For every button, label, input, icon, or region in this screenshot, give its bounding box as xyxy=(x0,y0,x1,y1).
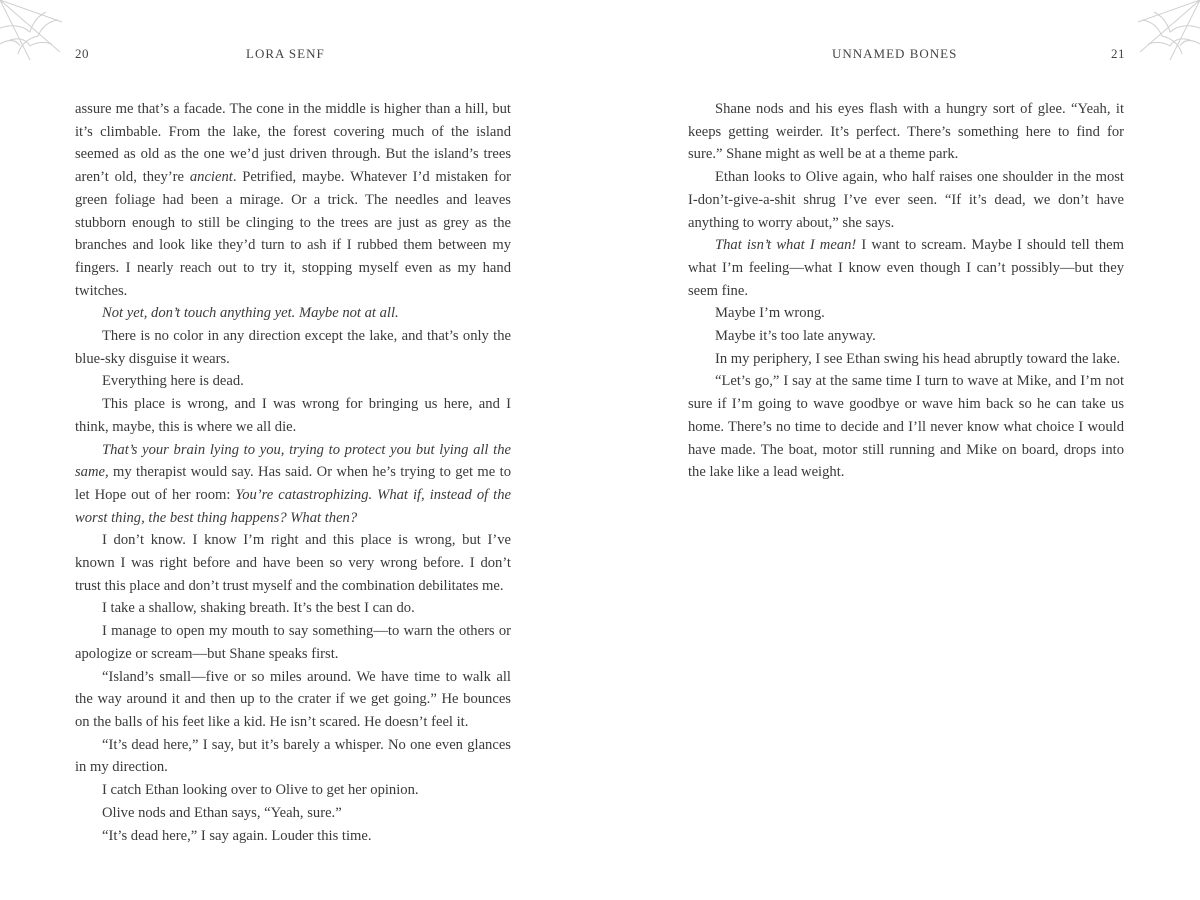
spiderweb-corner-icon xyxy=(0,0,64,64)
italic-text: Not yet, don’t touch anything yet. Maybe not at all. xyxy=(102,305,399,322)
paragraph xyxy=(75,825,511,848)
text-run: I want to scream. Maybe I should tell them what I’m feeling—what I know even though I can’t possibly—but they seem fine. xyxy=(688,237,1125,299)
text-run: Olive nods and Ethan says, “Yeah, sure.” xyxy=(102,804,342,821)
page-number: 21 xyxy=(1111,46,1125,61)
paragraph xyxy=(75,325,511,370)
text-run: “Let’s go,” I say at the same time I turn to wave at Mike, and I’m not sure if I’m going to wave goodbye or wave him back so he can take us home. There’s no time to decide and I’ll never know what choice I would have made. The boat, motor still running and Mike on board, drops into the lake like a lead weight. xyxy=(688,373,1124,481)
text-run: In my periphery, I see Ethan swing his head abruptly toward the lake. xyxy=(715,350,1121,367)
paragraph xyxy=(688,370,1124,484)
text-run: I catch Ethan looking over to Olive to get her opinion. xyxy=(102,782,419,799)
text-run: assure me that’s a facade. The cone in the middle is higher than a hill, but it’s climbable. From the lake, the forest covering much of the island seemed as old as the one we’d just driven through. But the island’s trees aren’t old, they’re xyxy=(75,101,511,186)
text-run: “It’s dead here,” I say again. Louder this time. xyxy=(102,827,372,844)
text-run: “It’s dead here,” I say, but it’s barely a whisper. No one even glances in my direction. xyxy=(75,736,511,776)
paragraph xyxy=(688,325,1124,348)
italic-text: That isn’t what I mean! xyxy=(715,237,857,254)
text-run: Maybe I’m wrong. xyxy=(715,305,825,322)
paragraph xyxy=(75,98,511,302)
page-number: 20 xyxy=(75,46,89,61)
text-run: I take a shallow, shaking breath. It’s the best I can do. xyxy=(102,600,415,617)
text-run: I manage to open my mouth to say something—to warn the others or apologize or scream—but Shane speaks first. xyxy=(75,623,511,662)
italic-text: ancient xyxy=(189,169,233,186)
page-body-text xyxy=(75,98,511,847)
paragraph xyxy=(688,98,1124,166)
running-head-author: LORA SENF xyxy=(246,46,325,61)
paragraph xyxy=(688,234,1124,302)
paragraph xyxy=(75,779,511,802)
paragraph xyxy=(688,348,1124,371)
paragraph xyxy=(75,597,511,620)
text-run: Shane nods and his eyes flash with a hungry sort of glee. “Yeah, it keeps getting weirder. It’s perfect. There’s something here to find for sure.” Shane might as well be at a theme park. xyxy=(688,101,1124,163)
italic-text: You’re catastrophizing. What if, instead of the worst thing, the best thing happens? What then? xyxy=(75,486,511,526)
text-run: There is no color in any direction except the lake, and that’s only the blue-sky disguise it wears. xyxy=(75,328,511,367)
page-body-text xyxy=(688,98,1124,484)
italic-text: That’s your brain lying to you, trying to protect you but lying all the same, xyxy=(75,441,511,481)
text-run: “Island’s small—five or so miles around. We have time to walk all the way around it and then up to the crater if we get going.” He bounces on the balls of his feet like a kid. He isn’t scared. He doesn’t feel it. xyxy=(75,668,511,730)
text-run: Everything here is dead. xyxy=(102,373,244,390)
paragraph xyxy=(75,620,511,665)
text-run: . Petrified, maybe. Whatever I’d mistaken for green foliage had been a mirage. Or a trick. The needles and leaves stubborn enough to still be clinging to the trees are just as grey as the branches and look like they’d turn to ash if I rubbed them between my fingers. I nearly reach out to try it, stopping myself even as my hand twitches. xyxy=(75,169,511,299)
text-run: Ethan looks to Olive again, who half raises one shoulder in the most I-don’t-give-a-shit shrug I’ve ever seen. “If it’s dead, we don’t have anything to worry about,” she says. xyxy=(688,169,1124,231)
right-page xyxy=(600,0,1200,900)
paragraph xyxy=(75,802,511,825)
text-run: Maybe it’s too late anyway. xyxy=(715,328,876,345)
text-run: This place is wrong, and I was wrong for bringing us here, and I think, maybe, this is where we all die. xyxy=(75,396,511,435)
paragraph xyxy=(75,666,511,734)
paragraph xyxy=(688,166,1124,234)
paragraph xyxy=(75,734,511,779)
paragraph xyxy=(75,370,511,393)
paragraph xyxy=(75,439,511,530)
paragraph xyxy=(688,302,1124,325)
paragraph xyxy=(75,302,511,325)
running-head-title: UNNAMED BONES xyxy=(832,46,958,61)
paragraph xyxy=(75,393,511,438)
text-run: I don’t know. I know I’m right and this place is wrong, but I’ve known I was right before and have been so very wrong before. I don’t trust this place and don’t trust myself and the combination debilitates me. xyxy=(75,532,511,594)
paragraph xyxy=(75,529,511,597)
spiderweb-corner-icon xyxy=(1136,0,1200,64)
text-run: my therapist would say. Has said. Or when he’s trying to get me to let Hope out of her room: xyxy=(75,464,511,503)
